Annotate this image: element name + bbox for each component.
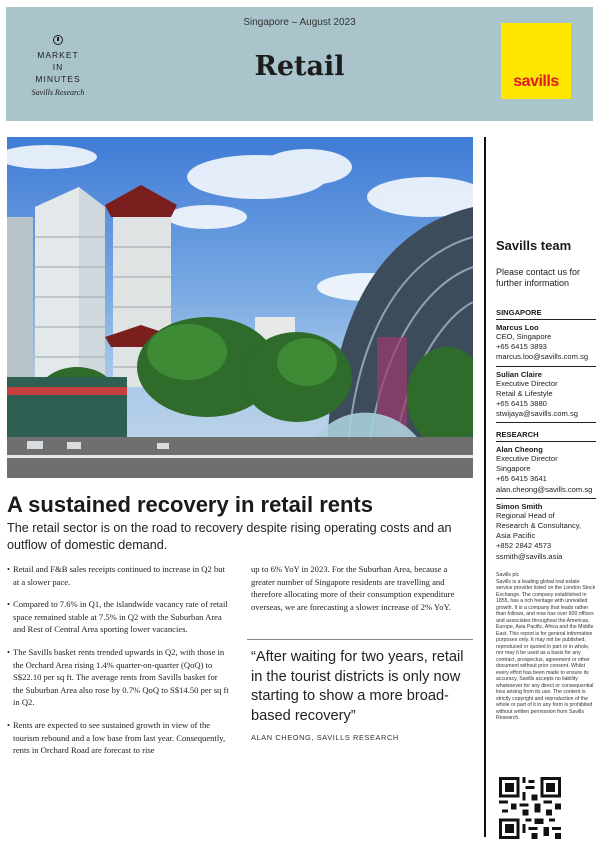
team-title: Savills team xyxy=(496,238,572,253)
contact-title: Regional Head of xyxy=(496,510,555,520)
contacts-research xyxy=(496,430,596,562)
legal-disclaimer xyxy=(496,572,596,722)
logo-text: savills xyxy=(513,73,559,90)
savills-logo xyxy=(501,23,571,99)
contact-title: Singapore xyxy=(496,464,531,474)
contact-name: Simon Smith xyxy=(496,501,543,511)
article-continuation: up to 6% YoY in 2023. For the Suburban Area, because a greater number of Singapore residents are travelling and therefore allocating more of their consumption expenditure overseas, we are forecasting a slower increase of 2% YoY. xyxy=(251,564,455,612)
legal-text: Savills is a leading global real estate service provider listed on the London Stock Exchange. The company established in 1855, has a rich heritage with unrivalled growth. It is a company that leads rather than follows, and now has over 600 offices and associates throughout the Americas, Europe, Asia Pacific, Africa and the Middle East. This report is for general informative purposes only. It may not be published, reproduced or quoted in part or in whole, nor may it be used as a basis for any contract, prospectus, agreement or other document without prior consent. Whilst every effort has been made to ensure its accuracy, Savills accepts no liability whatsoever for any direct or consequential loss arising from its use. The content is strictly copyright and reproduction of the whole or part of it in any form is prohibited without written permission from Savills Research. xyxy=(496,578,596,721)
contact-email[interactable]: stwijaya@savills.com.sg xyxy=(496,409,578,419)
contact-title: Executive Director xyxy=(496,378,558,388)
contact-card xyxy=(496,323,596,367)
contact-phone[interactable]: +852 2842 4573 xyxy=(496,541,552,551)
cityscape-photo xyxy=(7,137,473,478)
contact-email[interactable]: alan.cheong@savills.com.sg xyxy=(496,484,593,494)
contacts-singapore xyxy=(496,308,596,423)
article-subhead: The retail sector is on the road to recovery despite rising operating costs and an outflow of domestic demand. xyxy=(7,521,452,552)
key-point: • Retail and F&B sales receipts continued to increase in Q2 but at a slower pace. xyxy=(7,563,229,588)
contact-email[interactable]: marcus.loo@savills.com.sg xyxy=(496,352,589,362)
contact-card xyxy=(496,370,596,424)
section-label-singapore: SINGAPORE xyxy=(496,308,596,320)
contact-card xyxy=(496,502,596,562)
key-point: • Rents are expected to see sustained growth in view of the tourism rebound and a low base from last year. Consequently, rents in Orchard Road are forecast to rise xyxy=(7,719,229,757)
brand-subtitle: Savills Research xyxy=(31,88,85,97)
contact-name: Sulian Claire xyxy=(496,369,543,379)
contact-phone[interactable]: +65 6415 3880 xyxy=(496,399,547,409)
cityscape-illustration xyxy=(7,137,473,478)
contact-title: Research & Consultancy, xyxy=(496,521,582,531)
contact-card xyxy=(496,445,596,499)
key-points-list xyxy=(7,563,229,767)
key-point: • Compared to 7.6% in Q1, the islandwide vacancy rate of retail space remained stable at 7.5% in Q2 with the Suburban Area and Rest of Central Area sporting lower vacancies. xyxy=(7,598,229,636)
report-title: Retail xyxy=(254,51,345,82)
contact-phone[interactable]: +65 6415 3641 xyxy=(496,474,547,484)
contact-phone[interactable]: +65 6415 3893 xyxy=(496,342,547,352)
contact-name: Marcus Loo xyxy=(496,323,539,332)
key-point: • The Savills basket rents trended upwards in Q2, with those in the Orchard Area rising 1.4% quarter-on-quarter (QoQ) to S$22.10 per sq ft. The average rents from Savills basket for the Suburban Area also rose by 0.7% QoQ to S$14.50 per sq ft in Q2. xyxy=(7,646,229,709)
clock-icon xyxy=(53,35,63,45)
contact-title: Asia Pacific xyxy=(496,531,536,541)
qr-code-icon[interactable] xyxy=(499,777,561,839)
legal-title: Savills plc xyxy=(496,572,520,578)
brand-line-market: MARKET xyxy=(37,50,79,60)
contact-title: CEO, Singapore xyxy=(496,332,552,341)
brand-line-minutes: MINUTES xyxy=(35,74,81,84)
dateline: Singapore – August 2023 xyxy=(243,17,356,28)
contact-name: Alan Cheong xyxy=(496,445,543,454)
pull-quote: “After waiting for two years, retail in the tourist districts is only now starting to show a more broad-based recovery” xyxy=(251,649,464,724)
brand-line-in: IN xyxy=(52,62,64,72)
contact-title: Executive Director xyxy=(496,454,558,463)
column-divider xyxy=(484,137,486,837)
quote-rule xyxy=(247,639,473,640)
contact-title: Retail & Lifestyle xyxy=(496,388,553,398)
section-label-research: RESEARCH xyxy=(496,430,596,442)
quote-attribution: ALAN CHEONG, SAVILLS RESEARCH xyxy=(251,733,399,742)
contact-email[interactable]: ssmith@savills.asia xyxy=(496,551,563,561)
article-headline: A sustained recovery in retail rents xyxy=(7,492,373,517)
team-intro: Please contact us for further information xyxy=(496,267,581,288)
